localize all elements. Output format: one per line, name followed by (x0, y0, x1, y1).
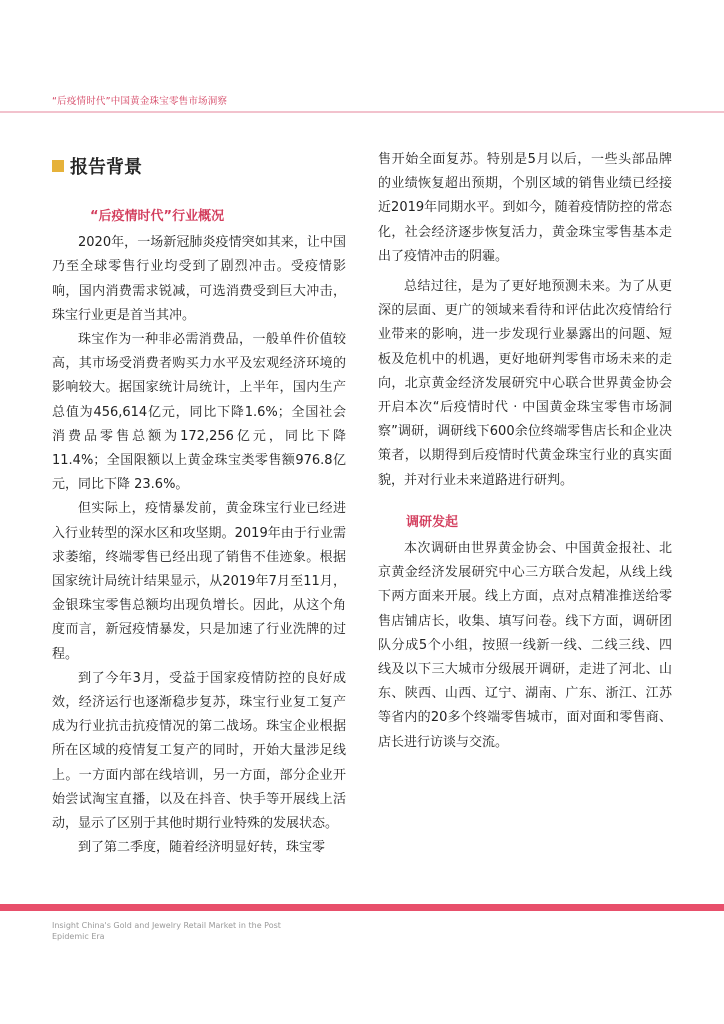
paragraph: 但实际上，疫情暴发前，黄金珠宝行业已经进入行业转型的深水区和攻坚期。2019年由于行业需求萎缩，终端零售已经出现了销售不佳迹象。根据国家统计局统计结果显示，从2019年7月至11月，金银珠宝零售总额均出现负增长。因此，从这个角度而言，新冠疫情暴发，只是加速了行业洗牌的过程。 (52, 501, 346, 662)
paragraph: 到了今年3月，受益于国家疫情防控的良好成效，经济运行也逐渐稳步复苏，珠宝行业复工复产成为行业抗击抗疫情况的第二战场。珠宝企业根据所在区域的疫情复工复产的同时，开始大量涉足线上。一方面内部在线培训，另一方面，部分企业开始尝试淘宝直播，以及在抖音、快手等开展线上活动，显示了区别于其他时期行业特殊的发展状态。 (52, 670, 346, 832)
footer-caption: Insight China's Gold and Jewelry Retail Market in the Post Epidemic Era (52, 921, 281, 941)
square-bullet-icon (52, 160, 64, 172)
section-title (52, 153, 142, 179)
section-title-text: 报告背景 (70, 157, 142, 178)
paragraph: 到了第二季度，随着经济明显好转，珠宝零 (78, 840, 326, 856)
paragraph-continuation: 售开始全面复苏。特别是5月以后，一些头部品牌的业绩恢复超出预期，个别区域的销售业绩已经接近2019年同期水平。到如今，随着疫情防控的常态化，社会经济逐步恢复活力，黄金珠宝零售基本走出了疫情冲击的阴霾。 (378, 152, 672, 264)
subheading-overview: “后疫情时代”行业概况 (90, 209, 225, 224)
paragraph: 珠宝作为一种非必需消费品，一般单件价值较高，其市场受消费者购买力水平及宏观经济环境的影响较大。据国家统计局统计，上半年，国内生产总值为456,614亿元，同比下降1.6%；全国社会消费品零售总额为172,256亿元，同比下降11.4%；全国限额以上黄金珠宝类零售额976.8亿元，同比下降 23.6%。 (52, 332, 346, 493)
paragraph-summary: 总结过往，是为了更好地预测未来。为了从更深的层面、更广的领域来看待和评估此次疫情给行业带来的影响，进一步发现行业暴露出的问题、短板及危机中的机遇，更好地研判零售市场未来的走向，北京黄金经济发展研究中心联合世界黄金协会开启本次“后疫情时代 · 中国黄金珠宝零售市场洞察”调研，调研线下600余位终端零售店长和企业决策者，以期得到后疫情时代黄金珠宝行业的真实面貌，并对行业未来道路进行研判。 (378, 279, 672, 488)
paragraph-research: 本次调研由世界黄金协会、中国黄金报社、北京黄金经济发展研究中心三方联合发起，从线上线下两方面来开展。线上方面，点对点精准推送给零售店铺店长，收集、填写问卷。线下方面，调研团队分成5个小组，按照一线新一线、二线三线、四线及以下三大城市分级展开调研，走进了河北、山东、陕西、山西、辽宁、湖南、广东、浙江、江苏等省内的20多个终端零售城市，面对面和零售商、店长进行访谈与交流。 (378, 541, 672, 750)
right-column (378, 148, 672, 755)
subheading-research: 调研发起 (406, 514, 459, 530)
footer-bar (0, 904, 724, 911)
header-divider (0, 111, 724, 113)
left-column (52, 205, 346, 860)
running-header: “后疫情时代”中国黄金珠宝零售市场洞察 (52, 96, 228, 107)
paragraph: 2020年，一场新冠肺炎疫情突如其来，让中国乃至全球零售行业均受到了剧烈冲击。受疫情影响，国内消费需求锐减，可选消费受到巨大冲击，珠宝行业更是首当其冲。 (52, 235, 346, 323)
